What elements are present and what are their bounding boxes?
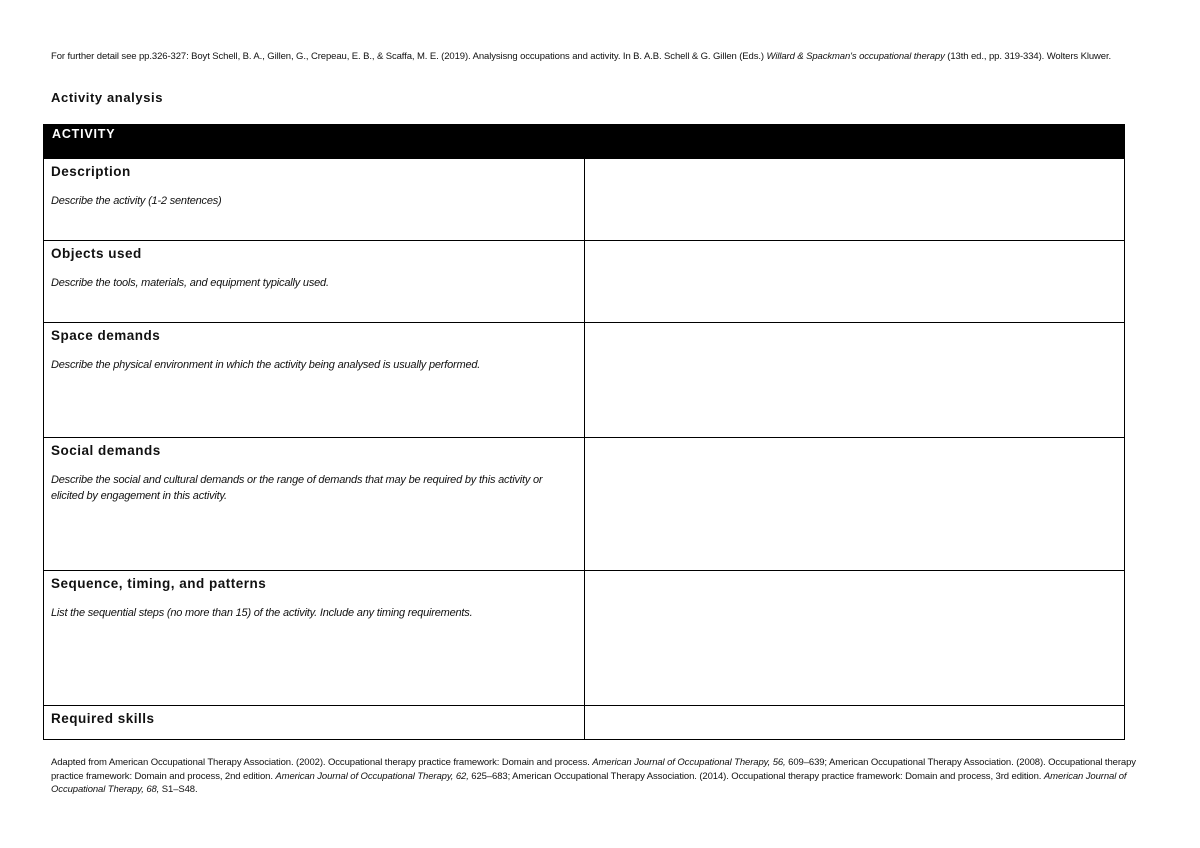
- citation-book-title: Willard & Spackman's occupational therapy: [766, 51, 945, 62]
- reference-journal: American Journal of Occupational Therapy, 62,: [275, 770, 469, 782]
- answer-field-required-skills[interactable]: [584, 706, 1125, 740]
- answer-field-space-demands[interactable]: [584, 323, 1125, 438]
- answer-field-description[interactable]: [584, 159, 1125, 241]
- row-label-cell: [44, 323, 585, 438]
- answer-field-objects-used[interactable]: [584, 241, 1125, 323]
- row-label-cell: [44, 159, 585, 241]
- table-row-sequence-timing-patterns: [44, 571, 1125, 706]
- row-title-sequence-timing-patterns: Sequence, timing, and patterns: [51, 576, 267, 591]
- reference-journal: American Journal of Occupational Therapy, 68,: [51, 770, 1127, 795]
- reference-journal: American Journal of Occupational Therapy, 56,: [592, 757, 786, 768]
- row-label-cell: [44, 438, 585, 571]
- answer-field-social-demands[interactable]: [584, 438, 1125, 571]
- row-title-social-demands: Social demands: [51, 443, 161, 458]
- table-row-required-skills: [44, 706, 1125, 740]
- row-label-cell: [44, 241, 585, 323]
- row-hint-objects-used: Describe the tools, materials, and equipment typically used.: [51, 277, 329, 289]
- row-title-objects-used: Objects used: [51, 246, 142, 261]
- page-title: Activity analysis: [51, 90, 164, 105]
- row-hint-description: Describe the activity (1-2 sentences): [51, 195, 222, 207]
- activity-analysis-table: [43, 124, 1125, 740]
- citation-note: [51, 50, 1131, 63]
- citation-text: For further detail see pp.326-327: Boyt Schell, B. A., Gillen, G., Crepeau, E. B., & Scaffa, M. E. (2019). Analysisng occupations and activity. In B. A.B. Schell & G. Gillen (Eds.): [51, 51, 767, 62]
- table-row-social-demands: [44, 438, 1125, 571]
- table-row-objects-used: [44, 241, 1125, 323]
- table-row-description: [44, 159, 1125, 241]
- table-header-activity: ACTIVITY: [44, 125, 1125, 159]
- row-hint-space-demands: Describe the physical environment in which the activity being analysed is usually performed.: [51, 359, 481, 371]
- row-hint-social-demands: Describe the social and cultural demands or the range of demands that may be required by this activity or elicited by engagement in this activity.: [51, 474, 543, 502]
- footer-references: [51, 756, 1151, 797]
- answer-field-sequence-timing-patterns[interactable]: [584, 571, 1125, 706]
- reference-text: 609–639; American Occupational Therapy Association. (2008). Occupational therapy practice framework: Domain and process, 2nd edition.: [51, 757, 1136, 782]
- table-row-space-demands: [44, 323, 1125, 438]
- reference-text: 625–683; American Occupational Therapy Association. (2014). Occupational therapy practice framework: Domain and process, 3rd edition.: [468, 770, 1044, 782]
- row-title-required-skills: Required skills: [51, 711, 155, 726]
- row-hint-sequence-timing-patterns: List the sequential steps (no more than 15) of the activity. Include any timing requirements.: [51, 607, 473, 619]
- row-label-cell: [44, 571, 585, 706]
- reference-text: Adapted from American Occupational Therapy Association. (2002). Occupational therapy practice framework: Domain and process.: [51, 757, 593, 768]
- row-label-cell: [44, 706, 585, 740]
- citation-text-end: (13th ed., pp. 319-334). Wolters Kluwer.: [944, 51, 1112, 62]
- reference-text: S1–S48.: [159, 784, 198, 795]
- row-title-space-demands: Space demands: [51, 328, 161, 343]
- row-title-description: Description: [51, 164, 131, 179]
